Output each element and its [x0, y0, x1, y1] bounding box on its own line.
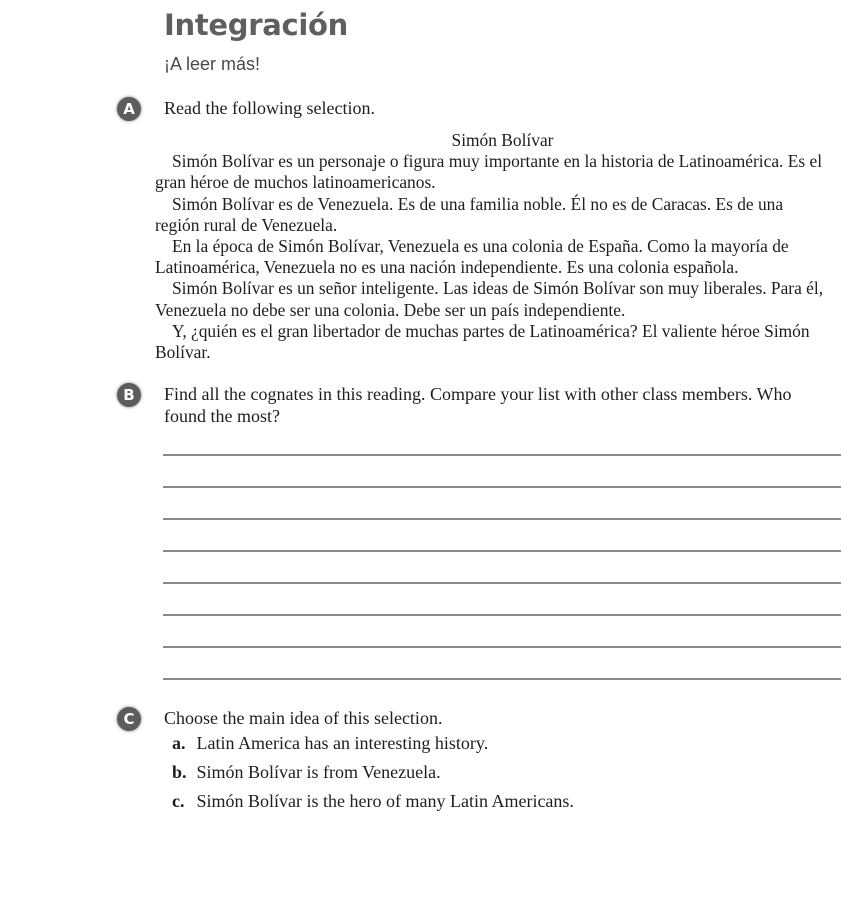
- section-c-badge-icon: C: [117, 707, 141, 731]
- answer-line[interactable]: [163, 678, 841, 710]
- answer-line[interactable]: [163, 582, 841, 614]
- answer-lines: [163, 454, 841, 710]
- answer-line[interactable]: [163, 486, 841, 518]
- page-title: Integración: [164, 8, 348, 42]
- option-letter: b.: [172, 762, 187, 782]
- option-a[interactable]: [172, 732, 574, 761]
- option-text: Simón Bolívar is the hero of many Latin Americans.: [196, 791, 574, 811]
- reading-paragraph: En la época de Simón Bolívar, Venezuela es una colonia de España. Como la mayoría de Latinoamérica, Venezuela no es una nación independiente. Es una colonia española.: [155, 236, 789, 278]
- answer-line[interactable]: [163, 646, 841, 678]
- option-text: Simón Bolívar is from Venezuela.: [196, 762, 441, 782]
- reading-paragraph: Simón Bolívar es un personaje o figura muy importante en la historia de Latinoamérica. Es el gran héroe de muchos latinoamericanos.: [155, 151, 823, 193]
- section-c-instruction: Choose the main idea of this selection.: [164, 708, 443, 728]
- section-b-instruction: Find all the cognates in this reading. Compare your list with other class members. Who found the most?: [164, 384, 792, 426]
- option-letter: a.: [172, 733, 186, 753]
- reading-paragraph: Simón Bolívar es de Venezuela. Es de una familia noble. Él no es de Caracas. Es de una región rural de Venezuela.: [155, 193, 784, 235]
- section-a-badge-icon: A: [117, 97, 141, 121]
- reading-title: Simón Bolívar: [451, 130, 554, 150]
- reading-passage: [155, 130, 830, 363]
- answer-line[interactable]: [163, 614, 841, 646]
- section-b-badge-icon: B: [117, 383, 141, 407]
- option-b[interactable]: [172, 761, 574, 790]
- option-c[interactable]: [172, 790, 574, 819]
- answer-options: [172, 732, 574, 819]
- answer-line[interactable]: [163, 454, 841, 486]
- reading-paragraph: Y, ¿quién es el gran libertador de muchas partes de Latinoamérica? El valiente héroe Simón Bolívar.: [155, 320, 810, 363]
- section-a-instruction: Read the following selection.: [164, 98, 375, 118]
- section-subtitle: ¡A leer más!: [164, 54, 261, 74]
- reading-paragraph: Simón Bolívar es un señor inteligente. Las ideas de Simón Bolívar son muy liberales. Para él, Venezuela no debe ser una colonia. Debe ser un país independiente.: [155, 278, 824, 320]
- option-text: Latin America has an interesting history.: [196, 733, 489, 753]
- answer-line[interactable]: [163, 550, 841, 582]
- answer-line[interactable]: [163, 518, 841, 550]
- option-letter: c.: [172, 791, 185, 811]
